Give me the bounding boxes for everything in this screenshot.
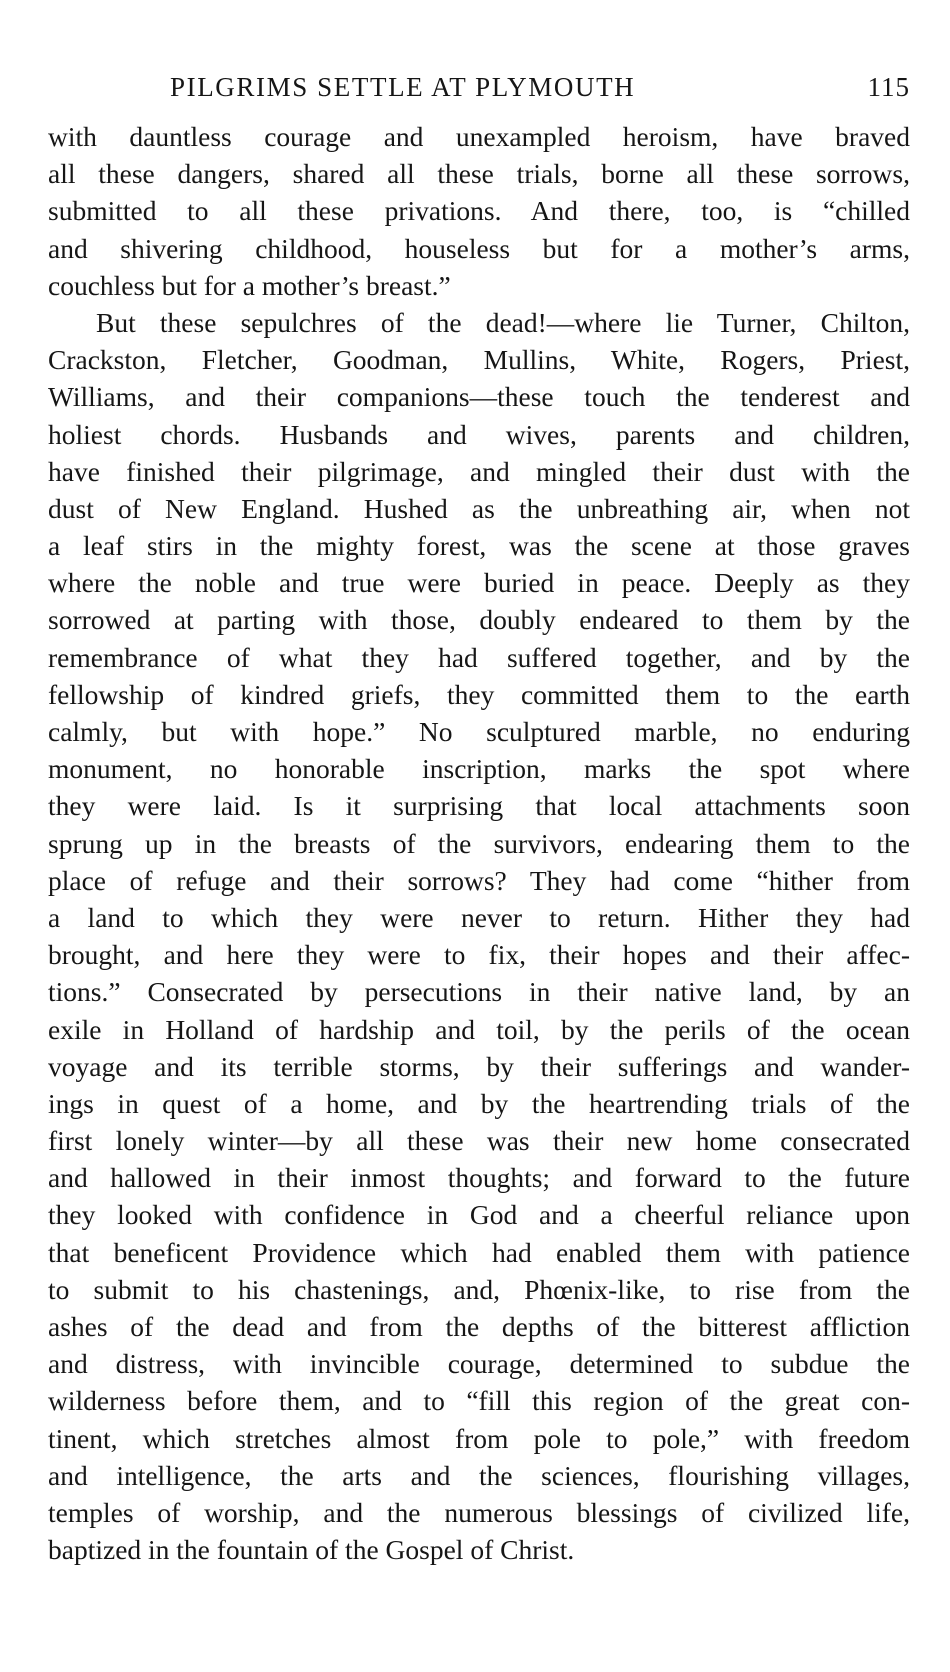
text-line: ashes of the dead and from the depths of the bitterest affliction (48, 1311, 910, 1342)
text-line: all these dangers, shared all these trials, borne all these sorrows, (48, 158, 910, 190)
text-line: baptized in the fountain of the Gospel of Christ. (48, 1534, 575, 1566)
text-line: wilderness before them, and to “fill this region of the great con- (48, 1385, 910, 1417)
text-line: temples of worship, and the numerous blessings of civilized life, (48, 1496, 910, 1528)
text-line: monument, no honorable inscription, marks the spot where (48, 753, 910, 785)
book-page (48, 72, 910, 1568)
text-line: they were laid. Is it surprising that local attachments soon (48, 790, 910, 822)
text-line: first lonely winter—by all these was their new home consecrated (48, 1125, 910, 1157)
paragraph (48, 304, 910, 1568)
text-line: brought, and here they were to fix, their hopes and their affec- (48, 939, 910, 971)
text-line: a land to which they were never to return. Hither they had (48, 901, 910, 933)
text-line: and intelligence, the arts and the sciences, flourishing villages, (48, 1459, 910, 1491)
text-line: and distress, with invincible courage, determined to subdue the (48, 1348, 910, 1380)
text-line: tions.” Consecrated by persecutions in their native land, by an (48, 976, 910, 1008)
text-line: remembrance of what they had suffered together, and by the (48, 641, 910, 673)
text-line: But these sepulchres of the dead!—where lie Turner, Chilton, (96, 306, 910, 338)
text-line: have finished their pilgrimage, and mingled their dust with the (48, 455, 910, 487)
paragraph (48, 118, 910, 304)
text-line: holiest chords. Husbands and wives, parents and children, (48, 418, 910, 450)
text-line: they looked with confidence in God and a cheerful reliance upon (48, 1199, 910, 1231)
text-line: ings in quest of a home, and by the heartrending trials of the (48, 1087, 910, 1119)
text-line: place of refuge and their sorrows? They had come “hither from (48, 864, 910, 896)
text-line: calmly, but with hope.” No sculptured marble, no enduring (48, 716, 910, 747)
text-line: sprung up in the breasts of the survivors, endearing them to the (48, 827, 910, 859)
text-line: voyage and its terrible storms, by their sufferings and wander- (48, 1050, 910, 1082)
page-number: 115 (867, 72, 910, 102)
text-line: Williams, and their companions—these touch the tenderest and (48, 381, 910, 413)
text-line: and hallowed in their inmost thoughts; and forward to the future (48, 1162, 910, 1194)
text-line: exile in Holland of hardship and toil, by the perils of the ocean (48, 1013, 910, 1045)
text-line: fellowship of kindred griefs, they committed them to the earth (48, 678, 910, 710)
text-line: and shivering childhood, houseless but for a mother’s arms, (48, 232, 910, 264)
text-line: where the noble and true were buried in peace. Deeply as they (48, 567, 910, 599)
body-text (48, 118, 910, 1568)
text-line: sorrowed at parting with those, doubly endeared to them by the (48, 604, 910, 636)
text-line: with dauntless courage and unexampled heroism, have braved (48, 121, 910, 152)
text-line: to submit to his chastenings, and, Phœnix-like, to rise from the (48, 1273, 910, 1305)
text-line: tinent, which stretches almost from pole to pole,” with freedom (48, 1422, 910, 1454)
running-title: PILGRIMS SETTLE AT PLYMOUTH (170, 72, 636, 102)
text-line: that beneficent Providence which had enabled them with patience (48, 1236, 910, 1268)
running-header (48, 72, 910, 116)
text-line: dust of New England. Hushed as the unbreathing air, when not (48, 492, 910, 524)
text-line: Crackston, Fletcher, Goodman, Mullins, White, Rogers, Priest, (48, 344, 910, 376)
text-line: submitted to all these privations. And there, too, is “chilled (48, 195, 910, 227)
text-line: a leaf stirs in the mighty forest, was the scene at those graves (48, 530, 910, 562)
text-line: couchless but for a mother’s breast.” (48, 269, 451, 301)
